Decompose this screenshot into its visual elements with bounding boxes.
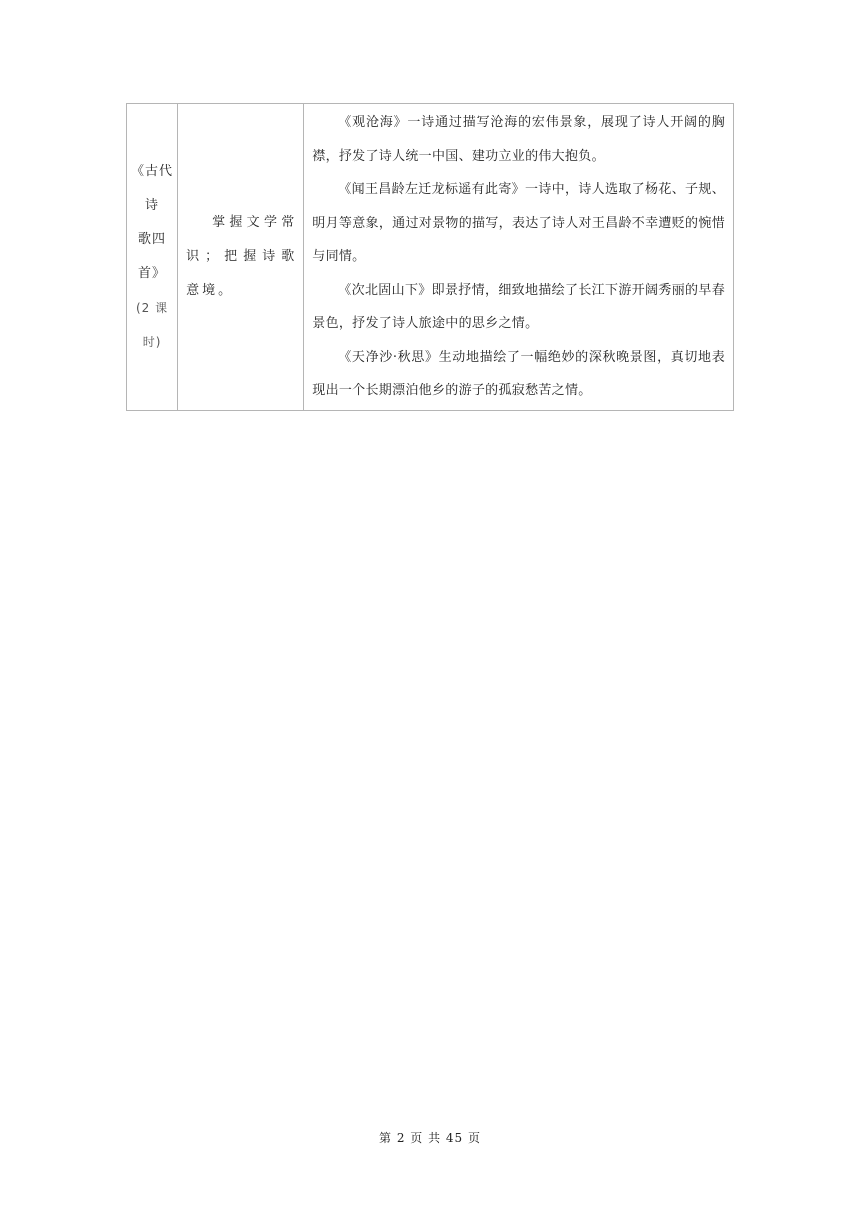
lesson-hours-line: (2 课 [135, 300, 169, 315]
lesson-table [126, 103, 734, 411]
page-number: 第 2 页 共 45 页 [379, 1131, 481, 1145]
lesson-title-line: 诗 [145, 197, 160, 213]
table-row [127, 104, 734, 411]
description-paragraph: 《观沧海》一诗通过描写沧海的宏伟景象，展现了诗人开阔的胸襟，抒发了诗人统一中国、建功立业的伟大抱负。 [312, 115, 725, 164]
lesson-hours-line: 时) [142, 334, 162, 349]
description-paragraph: 《天净沙·秋思》生动地描绘了一幅绝妙的深秋晚景图，真切地表现出一个长期漂泊他乡的游子的孤寂愁苦之情。 [312, 349, 725, 398]
description-paragraph: 《次北固山下》即景抒情，细致地描绘了长江下游开阔秀丽的早春景色，抒发了诗人旅途中的思乡之情。 [312, 282, 725, 331]
lesson-title-cell [127, 104, 178, 411]
lesson-title-line: 歌四 [138, 231, 167, 247]
description-paragraph: 《闻王昌龄左迁龙标遥有此寄》一诗中，诗人选取了杨花、子规、明月等意象，通过对景物的描写，表达了诗人对王昌龄不幸遭贬的惋惜与同情。 [312, 182, 725, 264]
lesson-description-cell [304, 104, 734, 411]
lesson-goal-cell [178, 104, 304, 411]
lesson-title-line: 《古代 [131, 163, 174, 179]
lesson-title-line: 首》 [138, 265, 167, 281]
lesson-goal-text: 掌握文学常识；把握诗歌意境。 [186, 214, 298, 298]
